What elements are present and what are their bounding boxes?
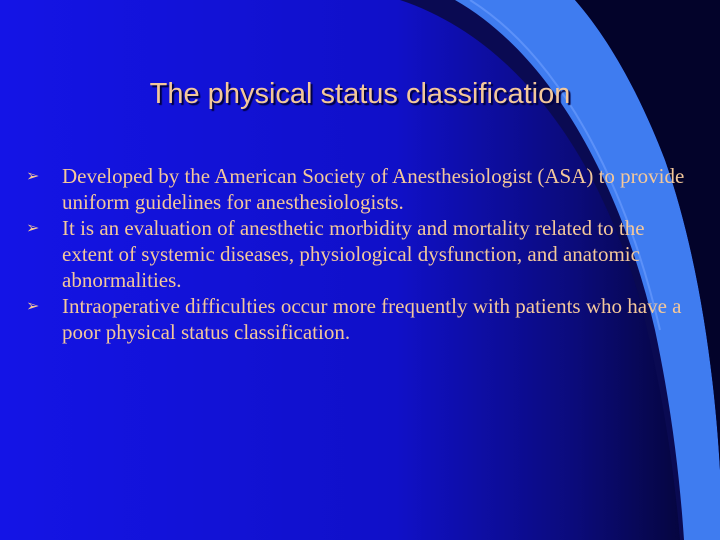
arrow-bullet-icon: ➢ bbox=[26, 218, 40, 237]
bullet-text-2: It is an evaluation of anesthetic morbidity and mortality related to the extent of systemic diseases, physiological dysfunction, and anatomic abnormalities. bbox=[62, 216, 645, 292]
bullet-item-2 bbox=[26, 215, 701, 293]
bullet-list bbox=[26, 163, 701, 345]
bullet-text-1: Developed by the American Society of Anesthesiologist (ASA) to provide uniform guidelines for anesthesiologists. bbox=[62, 164, 685, 214]
bullet-item-1 bbox=[26, 163, 701, 215]
arrow-bullet-icon: ➢ bbox=[26, 166, 40, 185]
slide-title: The physical status classification bbox=[149, 78, 571, 110]
arrow-bullet-icon: ➢ bbox=[26, 296, 40, 315]
bullet-item-3 bbox=[26, 293, 701, 345]
bullet-text-3: Intraoperative difficulties occur more frequently with patients who have a poor physical status classification. bbox=[62, 294, 682, 344]
